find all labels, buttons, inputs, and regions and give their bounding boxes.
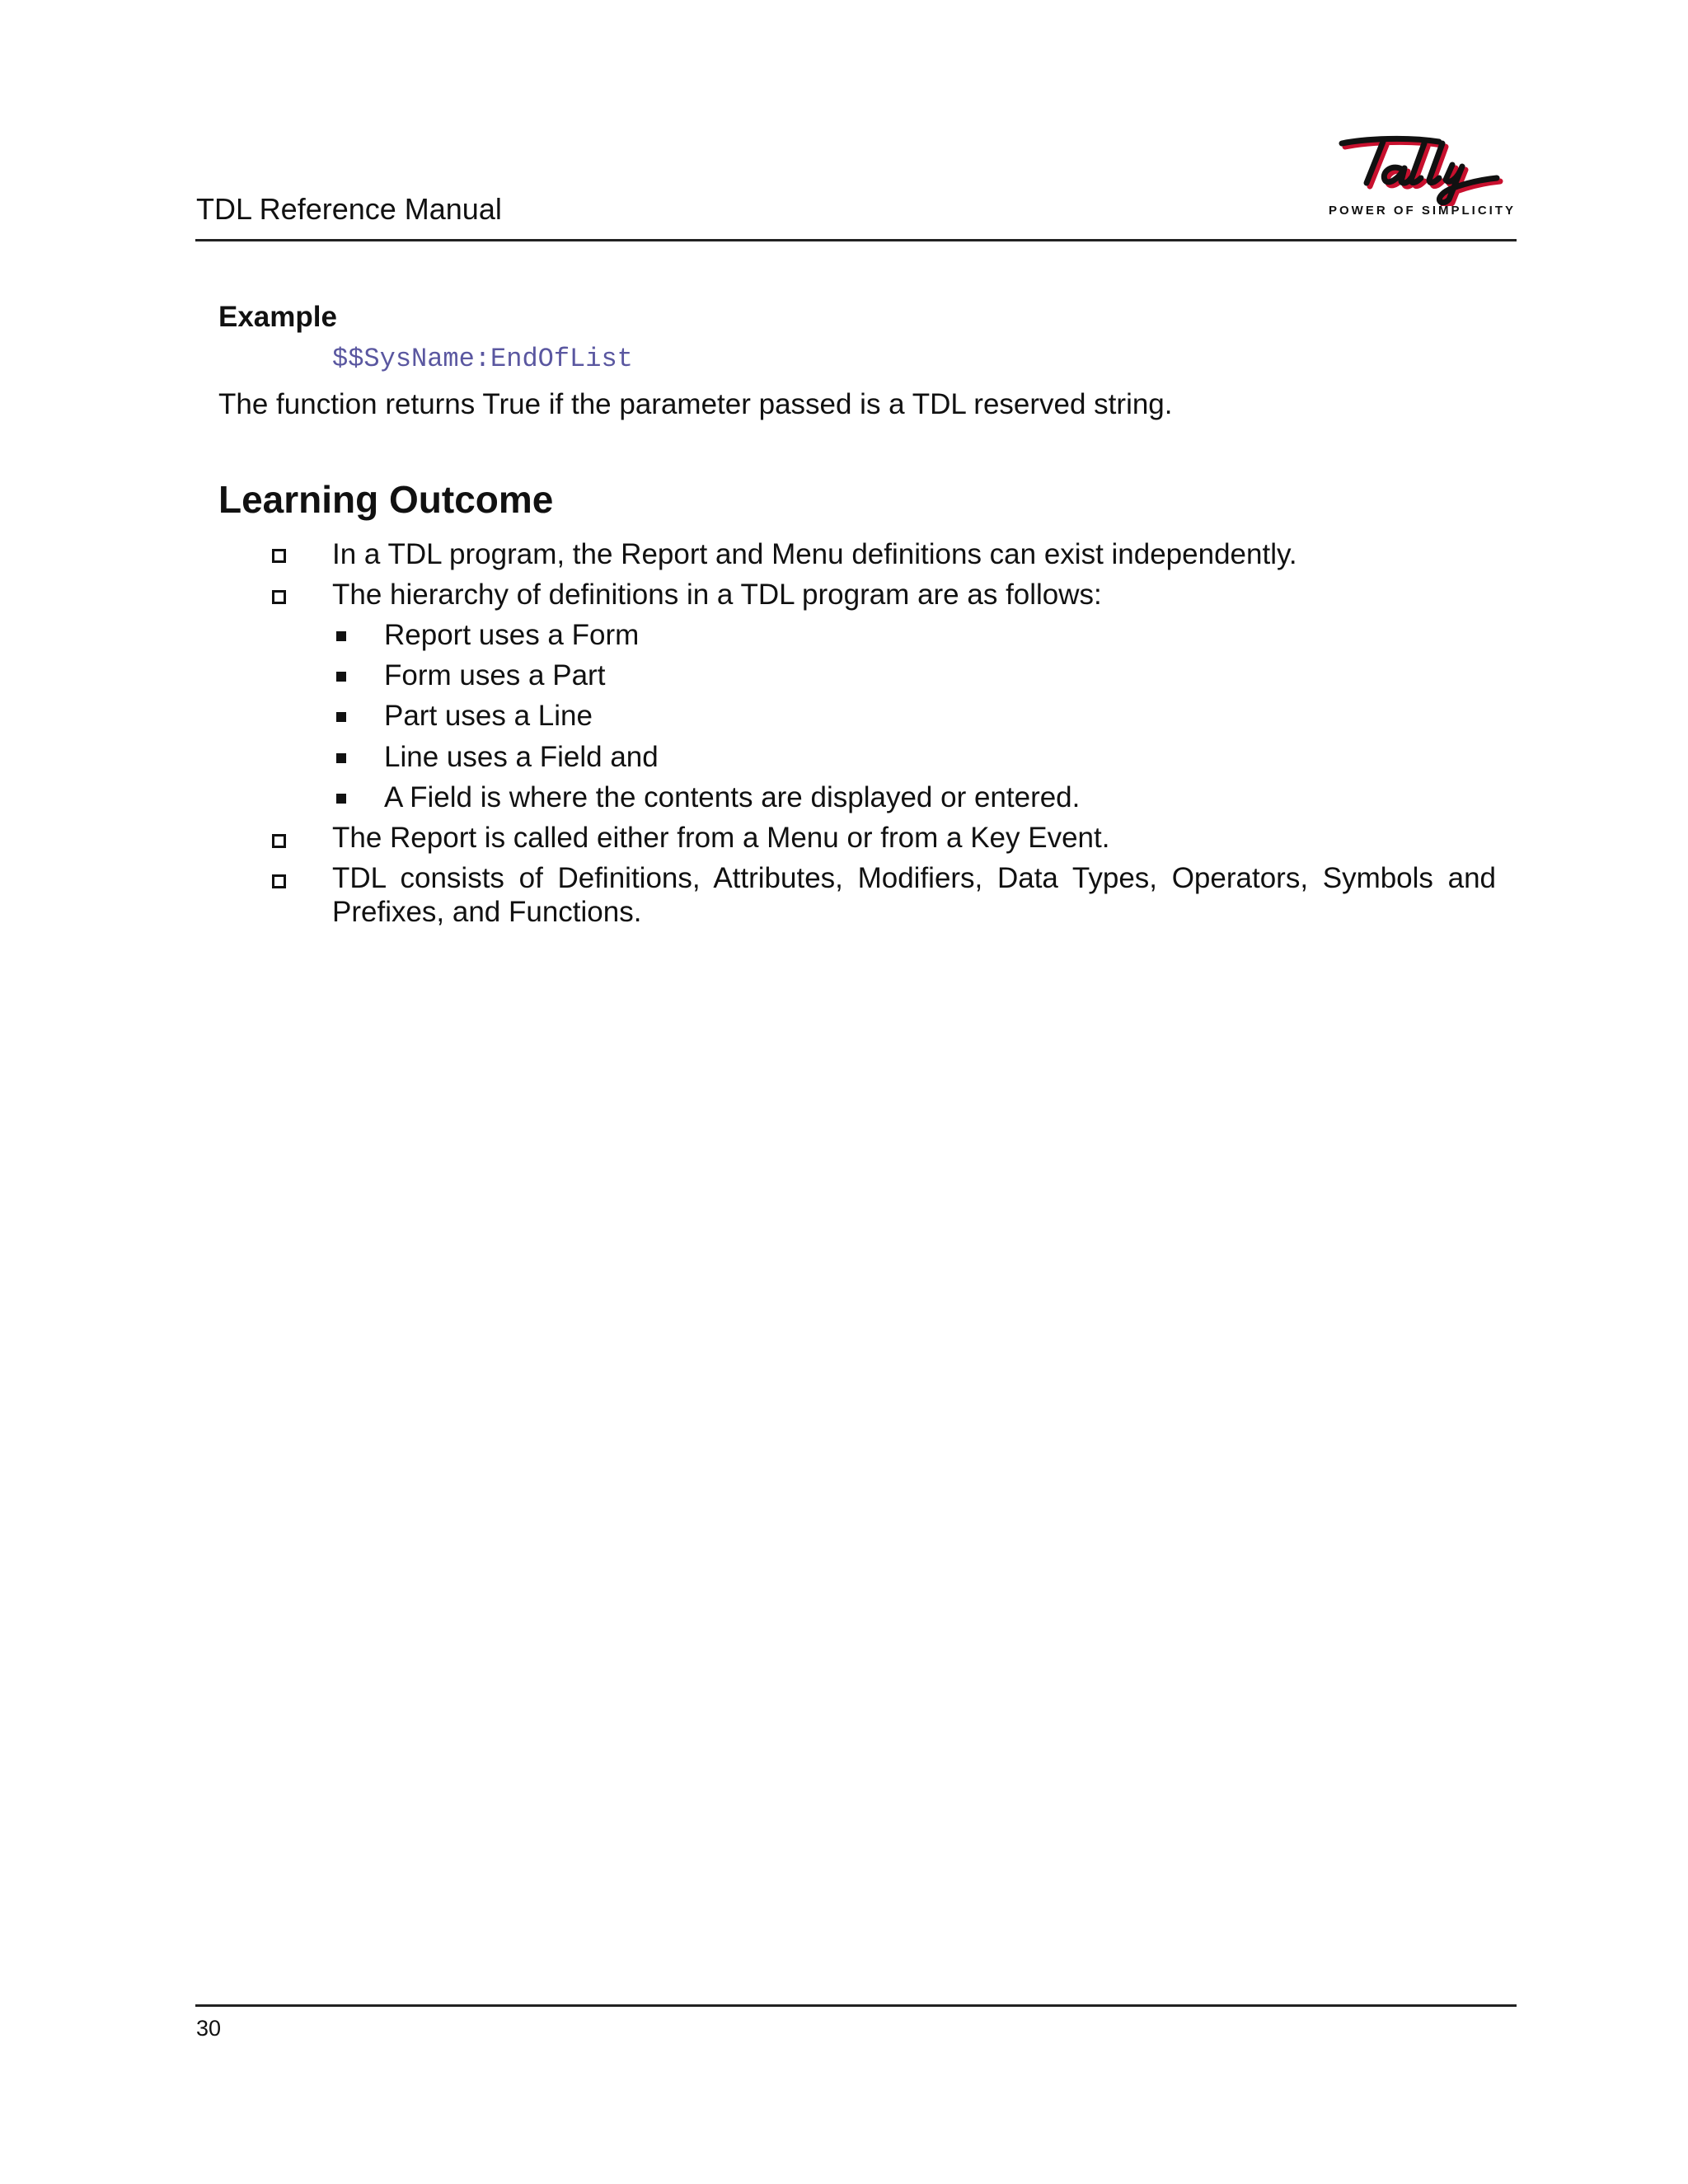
logo-tagline: POWER OF SIMPLICITY [1329, 204, 1517, 218]
list-item: The Report is called either from a Menu or from a Key Event. [332, 822, 1110, 854]
list-item: TDL consists of Definitions, Attributes, Modifiers, Data Types, Operators, Symbols and Prefixes, and Functions. [332, 862, 1496, 928]
learning-outcome-heading: Learning Outcome [218, 478, 554, 521]
filled-square-bullet-icon [336, 794, 346, 804]
tally-logo-icon [1317, 132, 1515, 206]
page-number: 30 [196, 2016, 222, 2041]
document-title: TDL Reference Manual [196, 192, 502, 226]
sub-list-item: Report uses a Form [384, 619, 640, 651]
header-divider [195, 239, 1517, 241]
filled-square-bullet-icon [336, 753, 346, 763]
filled-square-bullet-icon [336, 712, 346, 722]
sub-list-item: A Field is where the contents are displayed or entered. [384, 781, 1081, 813]
sub-list-item: Form uses a Part [384, 659, 606, 691]
list-item: The hierarchy of definitions in a TDL program are as follows: [332, 579, 1102, 611]
filled-square-bullet-icon [336, 631, 346, 641]
hollow-square-bullet-icon [272, 834, 286, 848]
footer-divider [195, 2004, 1517, 2007]
filled-square-bullet-icon [336, 672, 346, 682]
example-heading: Example [218, 301, 337, 333]
sub-list-item: Line uses a Field and [384, 741, 659, 773]
sub-list-item: Part uses a Line [384, 700, 593, 732]
hollow-square-bullet-icon [272, 549, 286, 563]
hollow-square-bullet-icon [272, 590, 286, 604]
code-sample: $$SysName:EndOfList [332, 344, 633, 374]
example-description: The function returns True if the parameter passed is a TDL reserved string. [218, 388, 1173, 420]
hollow-square-bullet-icon [272, 874, 286, 888]
list-item: In a TDL program, the Report and Menu definitions can exist independently. [332, 538, 1297, 570]
